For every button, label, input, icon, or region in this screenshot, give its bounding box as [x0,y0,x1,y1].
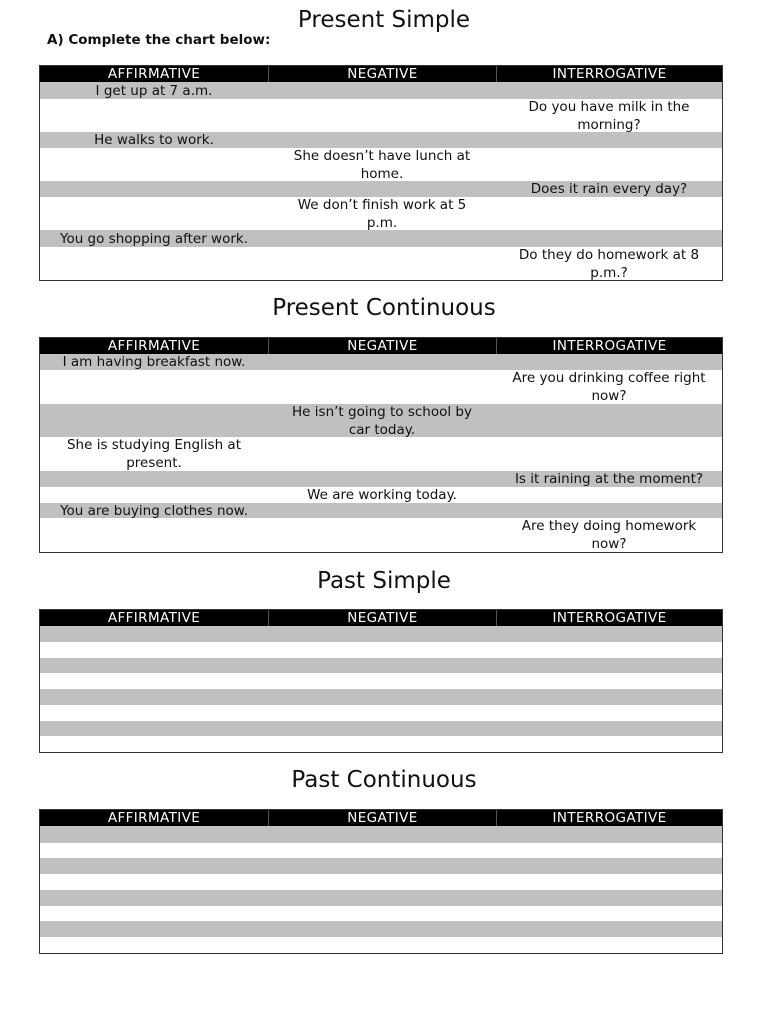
table-cell[interactable] [496,404,722,437]
table-cell[interactable] [496,197,722,230]
table-cell[interactable] [496,874,722,890]
table-cell[interactable] [40,148,268,181]
table-cell[interactable] [268,247,496,280]
table-cell[interactable] [268,826,496,843]
section-title-past-simple: Past Simple [317,568,451,594]
table-cell[interactable]: Does it rain every day? [496,181,722,197]
table-cell[interactable] [268,471,496,487]
table-cell[interactable] [40,937,268,953]
table-cell[interactable] [268,689,496,705]
table-cell[interactable] [496,626,722,642]
table-cell[interactable] [268,642,496,658]
past-simple-table [39,609,723,753]
table-cell[interactable] [40,721,268,736]
header-negative: NEGATIVE [268,338,496,354]
table-cell[interactable] [496,937,722,953]
table-cell[interactable] [40,518,268,552]
header-interrogative: INTERROGATIVE [496,610,722,626]
table-cell[interactable]: Do you have milk in the morning? [496,99,722,132]
table-cell[interactable] [40,890,268,906]
table-cell[interactable] [40,858,268,874]
table-cell[interactable] [496,721,722,736]
table-cell[interactable] [40,99,268,132]
table-cell[interactable] [496,673,722,689]
table-cell[interactable] [40,874,268,890]
table-cell[interactable]: Do they do homework at 8 p.m.? [496,247,722,280]
table-cell[interactable] [496,705,722,721]
table-cell[interactable] [496,906,722,921]
table-cell[interactable]: He walks to work. [40,132,268,148]
table-cell[interactable] [268,858,496,874]
table-cell[interactable] [268,437,496,471]
header-affirmative: AFFIRMATIVE [40,610,268,626]
table-cell[interactable] [40,921,268,937]
header-negative: NEGATIVE [268,810,496,826]
table-cell[interactable] [496,658,722,673]
table-cell[interactable] [496,437,722,471]
table-cell[interactable] [268,658,496,673]
table-cell[interactable] [496,503,722,518]
table-cell[interactable]: She doesn’t have lunch at home. [268,148,496,181]
table-cell[interactable]: She is studying English at present. [40,437,268,471]
table-cell[interactable] [268,906,496,921]
table-cell[interactable]: You are buying clothes now. [40,503,268,518]
table-cell[interactable] [496,736,722,752]
table-cell[interactable] [40,181,268,197]
header-affirmative: AFFIRMATIVE [40,66,268,82]
table-cell[interactable] [496,921,722,937]
header-interrogative: INTERROGATIVE [496,66,722,82]
header-negative: NEGATIVE [268,66,496,82]
table-cell[interactable] [268,705,496,721]
table-cell[interactable]: Are they doing homework now? [496,518,722,552]
table-cell[interactable] [268,626,496,642]
table-cell[interactable] [496,230,722,247]
table-cell[interactable] [496,148,722,181]
table-cell[interactable] [268,736,496,752]
table-cell[interactable] [496,843,722,858]
header-affirmative: AFFIRMATIVE [40,810,268,826]
table-cell[interactable]: He isn’t going to school by car today. [268,404,496,437]
table-cell[interactable] [40,843,268,858]
table-cell[interactable] [40,197,268,230]
table-cell[interactable] [40,247,268,280]
table-cell[interactable]: Is it raining at the moment? [496,471,722,487]
table-cell[interactable] [268,503,496,518]
table-cell[interactable] [40,673,268,689]
table-cell[interactable]: You go shopping after work. [40,230,268,247]
present-continuous-table [39,337,723,553]
table-cell[interactable] [40,471,268,487]
table-cell[interactable] [40,906,268,921]
table-cell[interactable] [496,82,722,99]
section-title-present-simple: Present Simple [297,7,471,33]
table-cell[interactable] [40,642,268,658]
table-cell[interactable] [496,354,722,370]
table-cell[interactable] [496,642,722,658]
table-cell[interactable] [268,354,496,370]
table-cell[interactable]: We don’t finish work at 5 p.m. [268,197,496,230]
table-cell[interactable] [40,658,268,673]
table-cell[interactable] [268,890,496,906]
table-cell[interactable] [496,689,722,705]
section-title-past-continuous: Past Continuous [291,767,477,793]
past-continuous-table [39,809,723,954]
table-cell[interactable] [268,99,496,132]
table-cell[interactable] [268,82,496,99]
table-cell[interactable] [40,626,268,642]
table-cell[interactable] [268,874,496,890]
table-cell[interactable]: I am having breakfast now. [40,354,268,370]
table-cell[interactable]: I get up at 7 a.m. [40,82,268,99]
table-cell[interactable] [496,487,722,503]
table-cell[interactable] [40,705,268,721]
present-simple-table [39,65,723,281]
table-cell[interactable]: Are you drinking coffee right now? [496,370,722,404]
table-cell[interactable] [496,890,722,906]
section-title-present-continuous: Present Continuous [272,295,496,321]
table-cell[interactable] [268,370,496,404]
header-interrogative: INTERROGATIVE [496,338,722,354]
table-cell[interactable] [40,370,268,404]
instruction-text: A) Complete the chart below: [47,32,271,48]
table-cell[interactable] [268,843,496,858]
table-cell[interactable] [268,230,496,247]
table-cell[interactable] [40,736,268,752]
table-cell[interactable] [268,721,496,736]
table-cell[interactable] [40,689,268,705]
table-cell[interactable] [268,937,496,953]
table-cell[interactable] [496,826,722,843]
table-cell[interactable] [40,826,268,843]
header-affirmative: AFFIRMATIVE [40,338,268,354]
table-cell[interactable] [40,404,268,437]
header-interrogative: INTERROGATIVE [496,810,722,826]
table-cell[interactable] [268,673,496,689]
table-cell[interactable]: We are working today. [268,487,496,503]
table-cell[interactable] [268,921,496,937]
table-cell[interactable] [496,132,722,148]
table-cell[interactable] [496,858,722,874]
header-negative: NEGATIVE [268,610,496,626]
table-cell[interactable] [268,518,496,552]
